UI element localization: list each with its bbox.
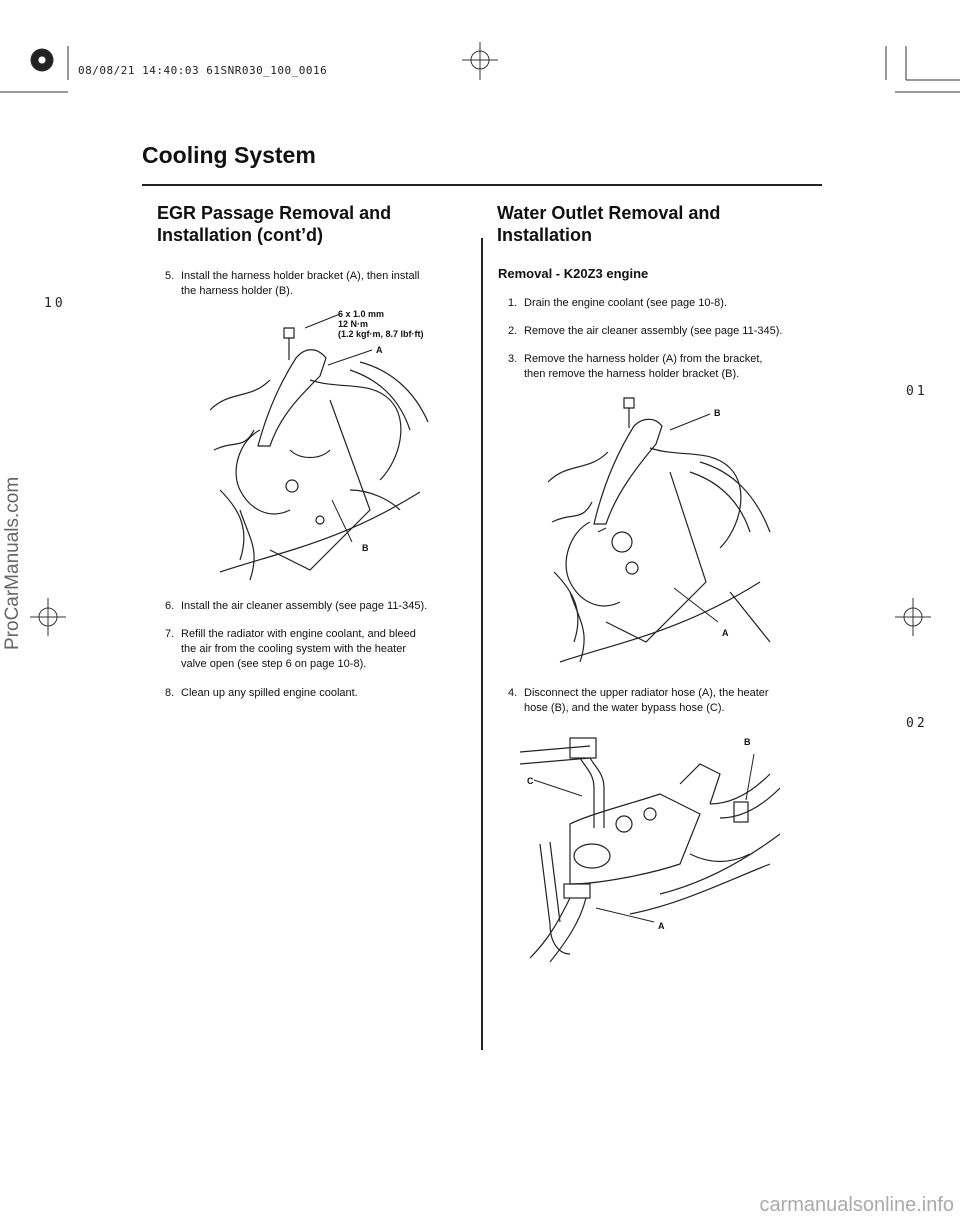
fig2-label-b: B [714, 408, 721, 418]
right-section-title [497, 202, 720, 246]
left-section-title [157, 202, 391, 246]
side-number-right-bottom: 02 [906, 716, 928, 731]
side-number-left: 10 [44, 296, 66, 311]
left-title-line1: EGR Passage Removal and [157, 203, 392, 223]
title-rule [142, 184, 822, 186]
side-watermark: ProCarManuals.com [2, 476, 23, 650]
side-number-right-top: 01 [906, 384, 928, 399]
hose-disconnect-illustration [510, 724, 780, 964]
right-step-3: 3. Remove the harness holder (A) from the bracket, then remove the harness holder bracket (B). [508, 353, 763, 380]
right-title-line1: Water Outlet Removal and [497, 203, 721, 223]
fig1-label-b: B [362, 543, 369, 553]
right-title-line2: Installation [497, 225, 593, 245]
left-title-line2: Installation (cont’d) [157, 225, 323, 245]
fig1-label-a: A [376, 345, 383, 355]
left-step-5: 5. Install the harness holder bracket (A), then install the harness holder (B). [165, 270, 420, 297]
fig3-label-c: C [527, 776, 534, 786]
harness-holder-bracket-illustration [200, 310, 460, 590]
left-step-6: 6. Install the air cleaner assembly (see page 11-345). [165, 600, 428, 612]
right-step-1: 1. Drain the engine coolant (see page 10-8). [508, 297, 728, 309]
fig3-label-a: A [658, 921, 665, 931]
right-step-4: 4. Disconnect the upper radiator hose (A), the heater hose (B), and the water bypass hose (C). [508, 687, 769, 714]
left-step-8: 8. Clean up any spilled engine coolant. [165, 687, 358, 699]
page-title: Cooling System [142, 142, 316, 168]
footer-watermark: carmanualsonline.info [759, 1194, 954, 1216]
harness-holder-removal-illustration [540, 392, 790, 672]
print-stamp: 08/08/21 14:40:03 61SNR030_100_0016 [78, 64, 328, 77]
removal-subhead: Removal - K20Z3 engine [498, 266, 649, 281]
column-divider [481, 238, 483, 1050]
torque-spec: 6 x 1.0 mm 12 N·m (1.2 kgf·m, 8.7 lbf·ft) [338, 309, 424, 339]
right-step-2: 2. Remove the air cleaner assembly (see page 11-345). [508, 325, 783, 337]
fig2-label-a: A [722, 628, 729, 638]
fig3-label-b: B [744, 737, 751, 747]
left-step-7: 7. Refill the radiator with engine coolant, and bleed the air from the cooling system with the heater valve open (see step 6 on page 10-8). [165, 628, 416, 670]
